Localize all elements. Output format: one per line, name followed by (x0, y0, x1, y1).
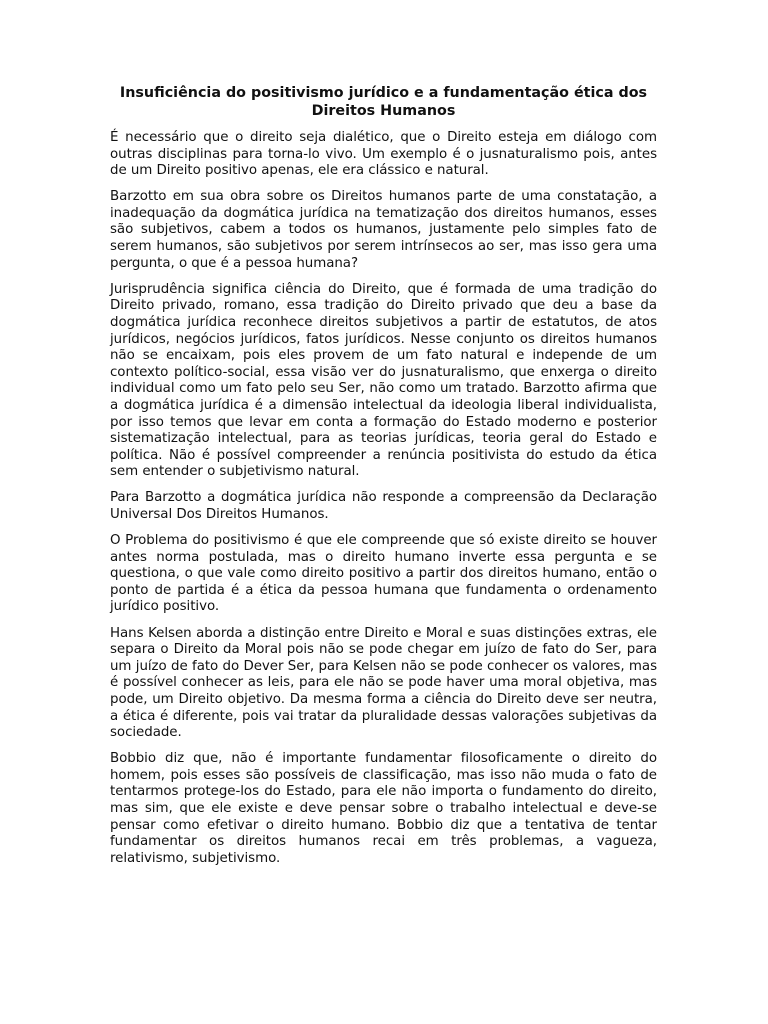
paragraph-4: Para Barzotto a dogmática jurídica não responde a compreensão da Declaração Universal Dos Direitos Humanos. (110, 490, 657, 522)
paragraph-2: Barzotto em sua obra sobre os Direitos humanos parte de uma constatação, a inadequação da dogmática jurídica na tematização dos direitos humanos, esses são subjetivos, cabem a todos os humanos, justamente pelo simples fato de serem humanos, são subjetivos por serem intrínsecos ao ser, mas isso gera uma pergunta, o que é a pessoa humana? (110, 189, 657, 271)
document-title: Insuficiência do positivismo jurídico e a fundamentação ética dos Direitos Humanos (119, 85, 648, 119)
paragraph-3: Jurisprudência significa ciência do Direito, que é formada de uma tradição do Direito privado, romano, essa tradição do Direito privado que deu a base da dogmática jurídica reconhece direitos subjetivos a partir de estatutos, de atos jurídicos, negócios jurídicos, fatos jurídicos. Nesse conjunto os direitos humanos não se encaixam, pois eles provem de um fato natural e independe de um contexto político-social, essa visão ver do jusnaturalismo, que enxerga o direito individual como um fato pelo seu Ser, não como um tratado. Barzotto afirma que a dogmática jurídica é a dimensão intelectual da ideologia liberal individualista, por isso temos que levar em conta a formação do Estado moderno e posterior sistematização intelectual, para as teorias jurídicas, teoria geral do Estado e política. Não é possível compreender a renúncia positivista do estudo da ética sem entender o subjetivismo natural. (110, 281, 657, 480)
paragraph-5: O Problema do positivismo é que ele compreende que só existe direito se houver antes norma postulada, mas o direito humano inverte essa pergunta e se questiona, o que vale como direito positivo a partir dos direitos humano, então o ponto de partida é a ética da pessoa humana que fundamenta o ordenamento jurídico positivo. (110, 533, 657, 615)
paragraph-7: Bobbio diz que, não é importante fundamentar filosoficamente o direito do homem, pois esses são possíveis de classificação, mas isso não muda o fato de tentarmos protege-los do Estado, para ele não importa o fundamento do direito, mas sim, que ele existe e deve pensar sobre o trabalho intelectual e deve-se pensar como efetivar o direito humano. Bobbio diz que a tentativa de tentar fundamentar os direitos humanos recai em três problemas, a vagueza, relativismo, subjetivismo. (110, 751, 657, 866)
paragraph-1: É necessário que o direito seja dialético, que o Direito esteja em diálogo com outras disciplinas para torna-lo vivo. Um exemplo é o jusnaturalismo pois, antes de um Direito positivo apenas, ele era clássico e natural. (110, 130, 657, 179)
document-page (110, 84, 657, 877)
paragraph-6: Hans Kelsen aborda a distinção entre Direito e Moral e suas distinções extras, ele separa o Direito da Moral pois não se pode chegar em juízo de fato do Ser, para um juízo de fato do Dever Ser, para Kelsen não se pode conhecer os valores, mas é possível conhecer as leis, para ele não se pode haver uma moral objetiva, mas pode, um Direito objetivo. Da mesma forma a ciência do Direito deve ser neutra, a ética é diferente, pois vai tratar da pluralidade dessas valorações subjetivas da sociedade. (110, 625, 657, 741)
